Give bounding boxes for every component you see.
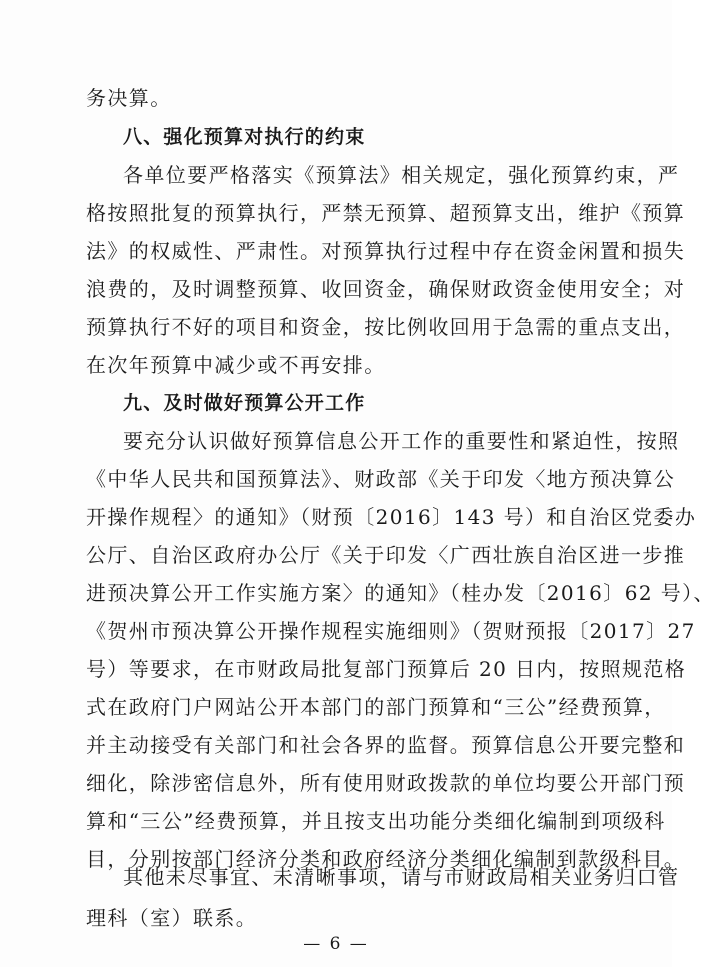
paragraph-line: 其他未尽事宜、未清晰事项，请与市财政局相关业务归口管: [123, 865, 680, 889]
paragraph-line: 《贺州市预决算公开操作规程实施细则》（贺财预报〔2017〕27: [86, 619, 696, 643]
paragraph-line: 格按照批复的预算执行，严禁无预算、超预算支出，维护《预算: [86, 201, 686, 225]
paragraph-line: 要充分认识做好预算信息公开工作的重要性和紧迫性，按照: [123, 429, 680, 453]
paragraph-line: 公厅、自治区政府办公厅《关于印发〈广西壮族自治区进一步推: [86, 543, 686, 567]
page-number: — 6 —: [303, 934, 369, 954]
section-heading: 九、及时做好预算公开工作: [123, 392, 366, 414]
paragraph-line: 《中华人民共和国预算法》、财政部《关于印发〈地方预决算公: [86, 467, 676, 491]
paragraph-line: 预算执行不好的项目和资金，按比例收回用于急需的重点支出，: [86, 315, 686, 339]
paragraph-line: 各单位要严格落实《预算法》相关规定，强化预算约束，严: [123, 163, 680, 187]
paragraph-line: 浪费的，及时调整预算、收回资金，确保财政资金使用安全；对: [86, 277, 686, 301]
paragraph-line: 在次年预算中减少或不再安排。: [86, 353, 386, 377]
paragraph-line: 号）等要求，在市财政局批复部门预算后 20 日内，按照规范格: [86, 657, 687, 681]
paragraph-line: 细化，除涉密信息外，所有使用财政拨款的单位均要公开部门预: [86, 771, 686, 795]
paragraph-line: 开操作规程〉的通知》（财预〔2016〕143 号）和自治区党委办: [86, 505, 697, 529]
paragraph-line: 理科（室）联系。: [86, 906, 258, 930]
paragraph-line: 算和“三公”经费预算，并且按支出功能分类细化编制到项级科: [86, 809, 666, 833]
paragraph-line: 式在政府门户网站公开本部门的部门预算和“三公”经费预算，: [86, 695, 666, 719]
paragraph-line: 目，分别按部门经济分类和政府经济分类细化编制到款级科目。: [86, 847, 686, 871]
paragraph-line: 进预决算公开工作实施方案〉的通知》（桂办发〔2016〕62 号）、: [86, 581, 715, 605]
paragraph-line: 并主动接受有关部门和社会各界的监督。预算信息公开要完整和: [86, 733, 686, 757]
section-heading: 八、强化预算对执行的约束: [123, 126, 366, 148]
text-line: 务决算。: [86, 86, 172, 110]
paragraph-line: 法》的权威性、严肃性。对预算执行过程中存在资金闲置和损失: [86, 239, 686, 263]
